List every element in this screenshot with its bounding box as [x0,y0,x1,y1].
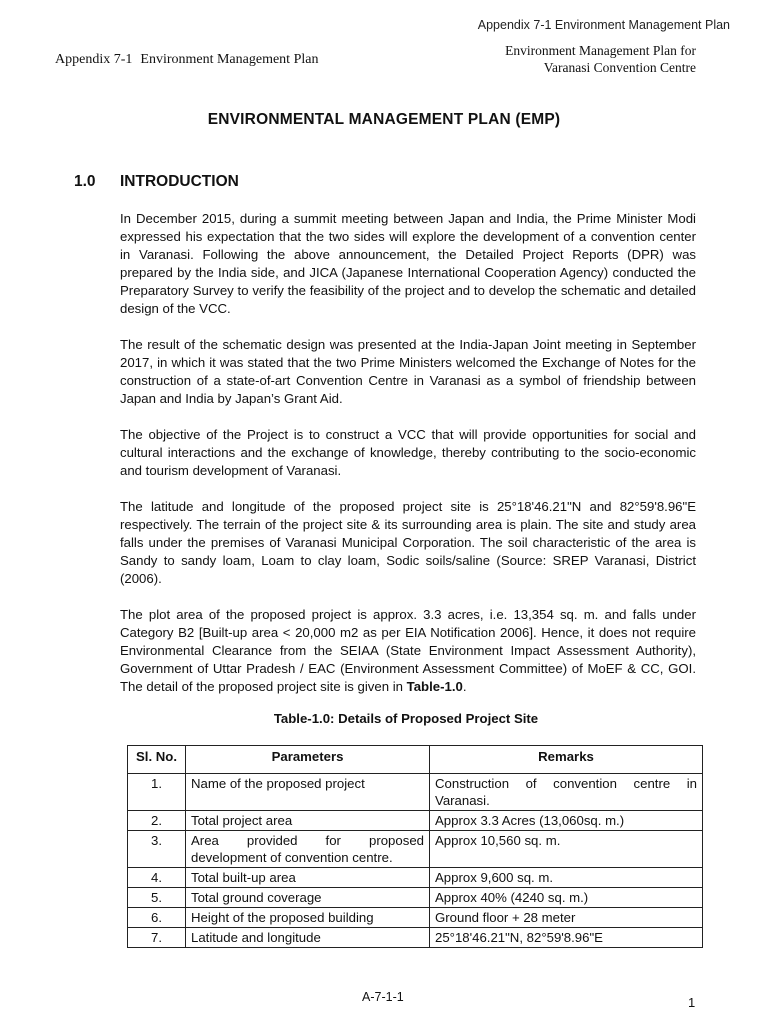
cell-parameter: Area provided for proposed development of convention centre. [186,831,430,868]
table-row [128,888,703,908]
cell-remark: Approx 10,560 sq. m. [430,831,703,868]
project-site-table [127,745,703,948]
paragraph: The latitude and longitude of the proposed project site is 25°18'46.21"N and 82°59'8.96"E respectively. The terrain of the project site & its surrounding area is plain. The site and study area falls under the premises of Varanasi Municipal Corporation. The soil characteristic of the area is Sandy to sandy loam, Loam to clay loam, Sodic soils/saline (Source: SREP Varanasi, District (2006). [120,499,696,586]
cell-sl-no: 5. [128,888,186,908]
table-row [128,928,703,948]
cell-parameter: Height of the proposed building [186,908,430,928]
cell-remark: Approx 3.3 Acres (13,060sq. m.) [430,811,703,831]
cell-parameter: Name of the proposed project [186,774,430,811]
appendix-title: Environment Management Plan [140,52,319,67]
table-header-row [128,746,703,774]
paragraph-text: The plot area of the proposed project is approx. 3.3 acres, i.e. 13,354 sq. m. and falls under Category B2 [Built-up area < 20,000 m2 as per EIA Notification 2006]. Hence, it does not require Environmental Clearance from the SEIAA (State Environment Impact Assessment Authority), Government of Uttar Pradesh / EAC (Environment Assessment Committee) of MoEF & CC, GOI. The detail of the proposed project site is given in [120,607,696,694]
table-row [128,811,703,831]
table-row [128,908,703,928]
table-row [128,831,703,868]
header-right [505,42,696,76]
page-code: A-7-1-1 [362,990,404,1004]
column-header: Sl. No. [128,746,186,774]
cell-sl-no: 4. [128,868,186,888]
page-number: 1 [688,995,696,1010]
header-right-line2: Varanasi Convention Centre [543,60,696,75]
column-header: Remarks [430,746,703,774]
cell-sl-no: 2. [128,811,186,831]
cell-sl-no: 6. [128,908,186,928]
cell-remark: Approx 9,600 sq. m. [430,868,703,888]
cell-sl-no: 1. [128,774,186,811]
appendix-label: Appendix 7-1 [55,52,133,67]
table-caption: Table-1.0: Details of Proposed Project Site [273,711,539,726]
header-left [55,52,318,68]
document-title: ENVIRONMENTAL MANAGEMENT PLAN (EMP) [207,111,561,128]
cell-sl-no: 3. [128,831,186,868]
cell-remark: Ground floor + 28 meter [430,908,703,928]
paragraph: The objective of the Project is to construct a VCC that will provide opportunities for social and cultural interactions and the exchange of knowledge, thereby contributing to the socio-economic and tourism development of Varanasi. [120,427,696,478]
table-reference: Table-1.0 [406,679,463,694]
cell-parameter: Total built-up area [186,868,430,888]
cell-parameter: Total ground coverage [186,888,430,908]
cell-parameter: Total project area [186,811,430,831]
paragraph-end: . [462,679,467,694]
header-right-line1: Environment Management Plan for [505,43,696,58]
table-row [128,868,703,888]
body-text [120,210,696,714]
cell-sl-no: 7. [128,928,186,948]
section-number: 1.0 [74,173,96,190]
paragraph: The result of the schematic design was presented at the India-Japan Joint meeting in September 2017, in which it was stated that the two Prime Ministers welcomed the Exchange of Notes for the construction of a state-of-art Convention Centre in Varanasi as a symbol of friendship between Japan and India by Japan’s Grant Aid. [120,337,696,406]
paragraph-with-reference [120,606,696,696]
cell-remark: Construction of convention centre in Varanasi. [430,774,703,811]
running-header: Appendix 7-1 Environment Management Plan [477,18,730,32]
cell-parameter: Latitude and longitude [186,928,430,948]
table-row [128,774,703,811]
column-header: Parameters [186,746,430,774]
cell-remark: Approx 40% (4240 sq. m.) [430,888,703,908]
paragraph: In December 2015, during a summit meeting between Japan and India, the Prime Minister Modi expressed his expectation that the two sides will explore the development of a convention center in Varanasi. Following the above announcement, the Detailed Project Reports (DPR) was prepared by the India side, and JICA (Japanese International Cooperation Agency) conducted the Preparatory Survey to verify the feasibility of the project and to develop the schematic and detailed design of the VCC. [120,211,696,316]
section-title: INTRODUCTION [120,173,239,190]
cell-remark: 25°18'46.21"N, 82°59'8.96"E [430,928,703,948]
